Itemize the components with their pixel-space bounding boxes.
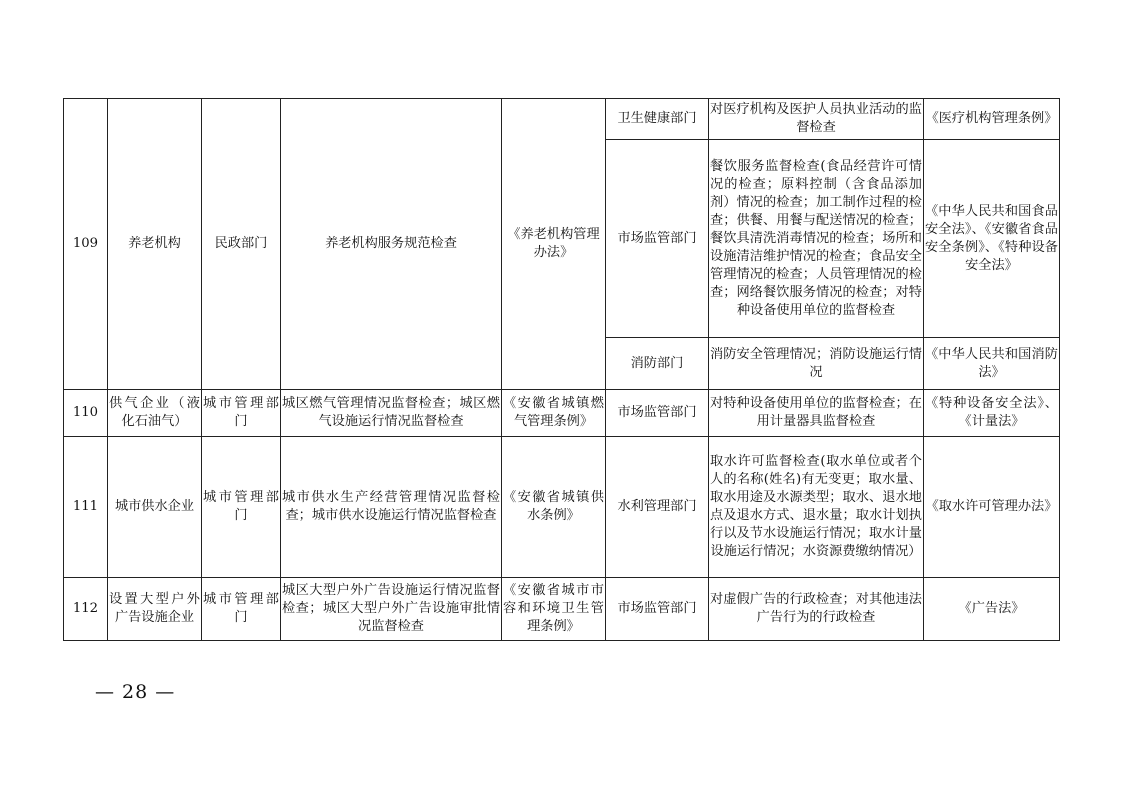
inspection-object: 供气企业（液化石油气） xyxy=(108,390,202,437)
cooperating-department: 市场监管部门 xyxy=(606,390,709,437)
inspection-item: 城区燃气管理情况监督检查；城区燃气设施运行情况监督检查 xyxy=(281,390,502,437)
cooperating-item: 对特种设备使用单位的监督检查；在用计量器具监督检查 xyxy=(709,390,924,437)
inspection-item: 城市供水生产经营管理情况监督检查；城市供水设施运行情况监督检查 xyxy=(281,437,502,578)
cooperating-basis: 《广告法》 xyxy=(924,578,1060,641)
legal-basis: 《养老机构管理办法》 xyxy=(502,99,606,390)
inspection-object: 城市供水企业 xyxy=(108,437,202,578)
inspection-object: 养老机构 xyxy=(108,99,202,390)
page-number: — 28 — xyxy=(95,681,176,703)
cooperating-item: 餐饮服务监督检查(食品经营许可情况的检查；原料控制（含食品添加剂）情况的检查；加工制作过程的检查；供餐、用餐与配送情况的检查；餐饮具清洗消毒情况的检查；场所和设施清洁维护情况的检查；食品安全管理情况的检查；人员管理情况的检查；网络餐饮服务情况的检查；对特种设备使用单位的监督检查 xyxy=(709,140,924,338)
legal-basis: 《安徽省城市市容和环境卫生管理条例》 xyxy=(502,578,606,641)
legal-basis: 《安徽省城镇供水条例》 xyxy=(502,437,606,578)
lead-department: 民政部门 xyxy=(202,99,281,390)
table-row xyxy=(64,99,1060,140)
inspection-item: 养老机构服务规范检查 xyxy=(281,99,502,390)
cooperating-item: 对医疗机构及医护人员执业活动的监督检查 xyxy=(709,99,924,140)
row-number: 112 xyxy=(64,578,108,641)
cooperating-department: 水利管理部门 xyxy=(606,437,709,578)
cooperating-department: 市场监管部门 xyxy=(606,140,709,338)
cooperating-basis: 《取水许可管理办法》 xyxy=(924,437,1060,578)
legal-basis: 《安徽省城镇燃气管理条例》 xyxy=(502,390,606,437)
inspection-table xyxy=(63,98,1060,641)
table-row xyxy=(64,390,1060,437)
inspection-object: 设置大型户外广告设施企业 xyxy=(108,578,202,641)
row-number: 110 xyxy=(64,390,108,437)
cooperating-basis: 《医疗机构管理条例》 xyxy=(924,99,1060,140)
cooperating-item: 对虚假广告的行政检查；对其他违法广告行为的行政检查 xyxy=(709,578,924,641)
lead-department: 城市管理部门 xyxy=(202,390,281,437)
cooperating-department: 市场监管部门 xyxy=(606,578,709,641)
cooperating-item: 消防安全管理情况；消防设施运行情况 xyxy=(709,338,924,390)
lead-department: 城市管理部门 xyxy=(202,437,281,578)
row-number: 109 xyxy=(64,99,108,390)
lead-department: 城市管理部门 xyxy=(202,578,281,641)
cooperating-basis: 《中华人民共和国消防法》 xyxy=(924,338,1060,390)
inspection-item: 城区大型户外广告设施运行情况监督检查；城区大型户外广告设施审批情况监督检查 xyxy=(281,578,502,641)
cooperating-item: 取水许可监督检查(取水单位或者个人的名称(姓名)有无变更；取水量、取水用途及水源类型；取水、退水地点及退水方式、退水量；取水计划执行以及节水设施运行情况；取水计量设施运行情况；水资源费缴纳情况） xyxy=(709,437,924,578)
cooperating-department: 消防部门 xyxy=(606,338,709,390)
table-row xyxy=(64,578,1060,641)
table-row xyxy=(64,437,1060,578)
cooperating-basis: 《中华人民共和国食品安全法》、《安徽省食品安全条例》、《特种设备安全法》 xyxy=(924,140,1060,338)
row-number: 111 xyxy=(64,437,108,578)
cooperating-basis: 《特种设备安全法》、《计量法》 xyxy=(924,390,1060,437)
cooperating-department: 卫生健康部门 xyxy=(606,99,709,140)
